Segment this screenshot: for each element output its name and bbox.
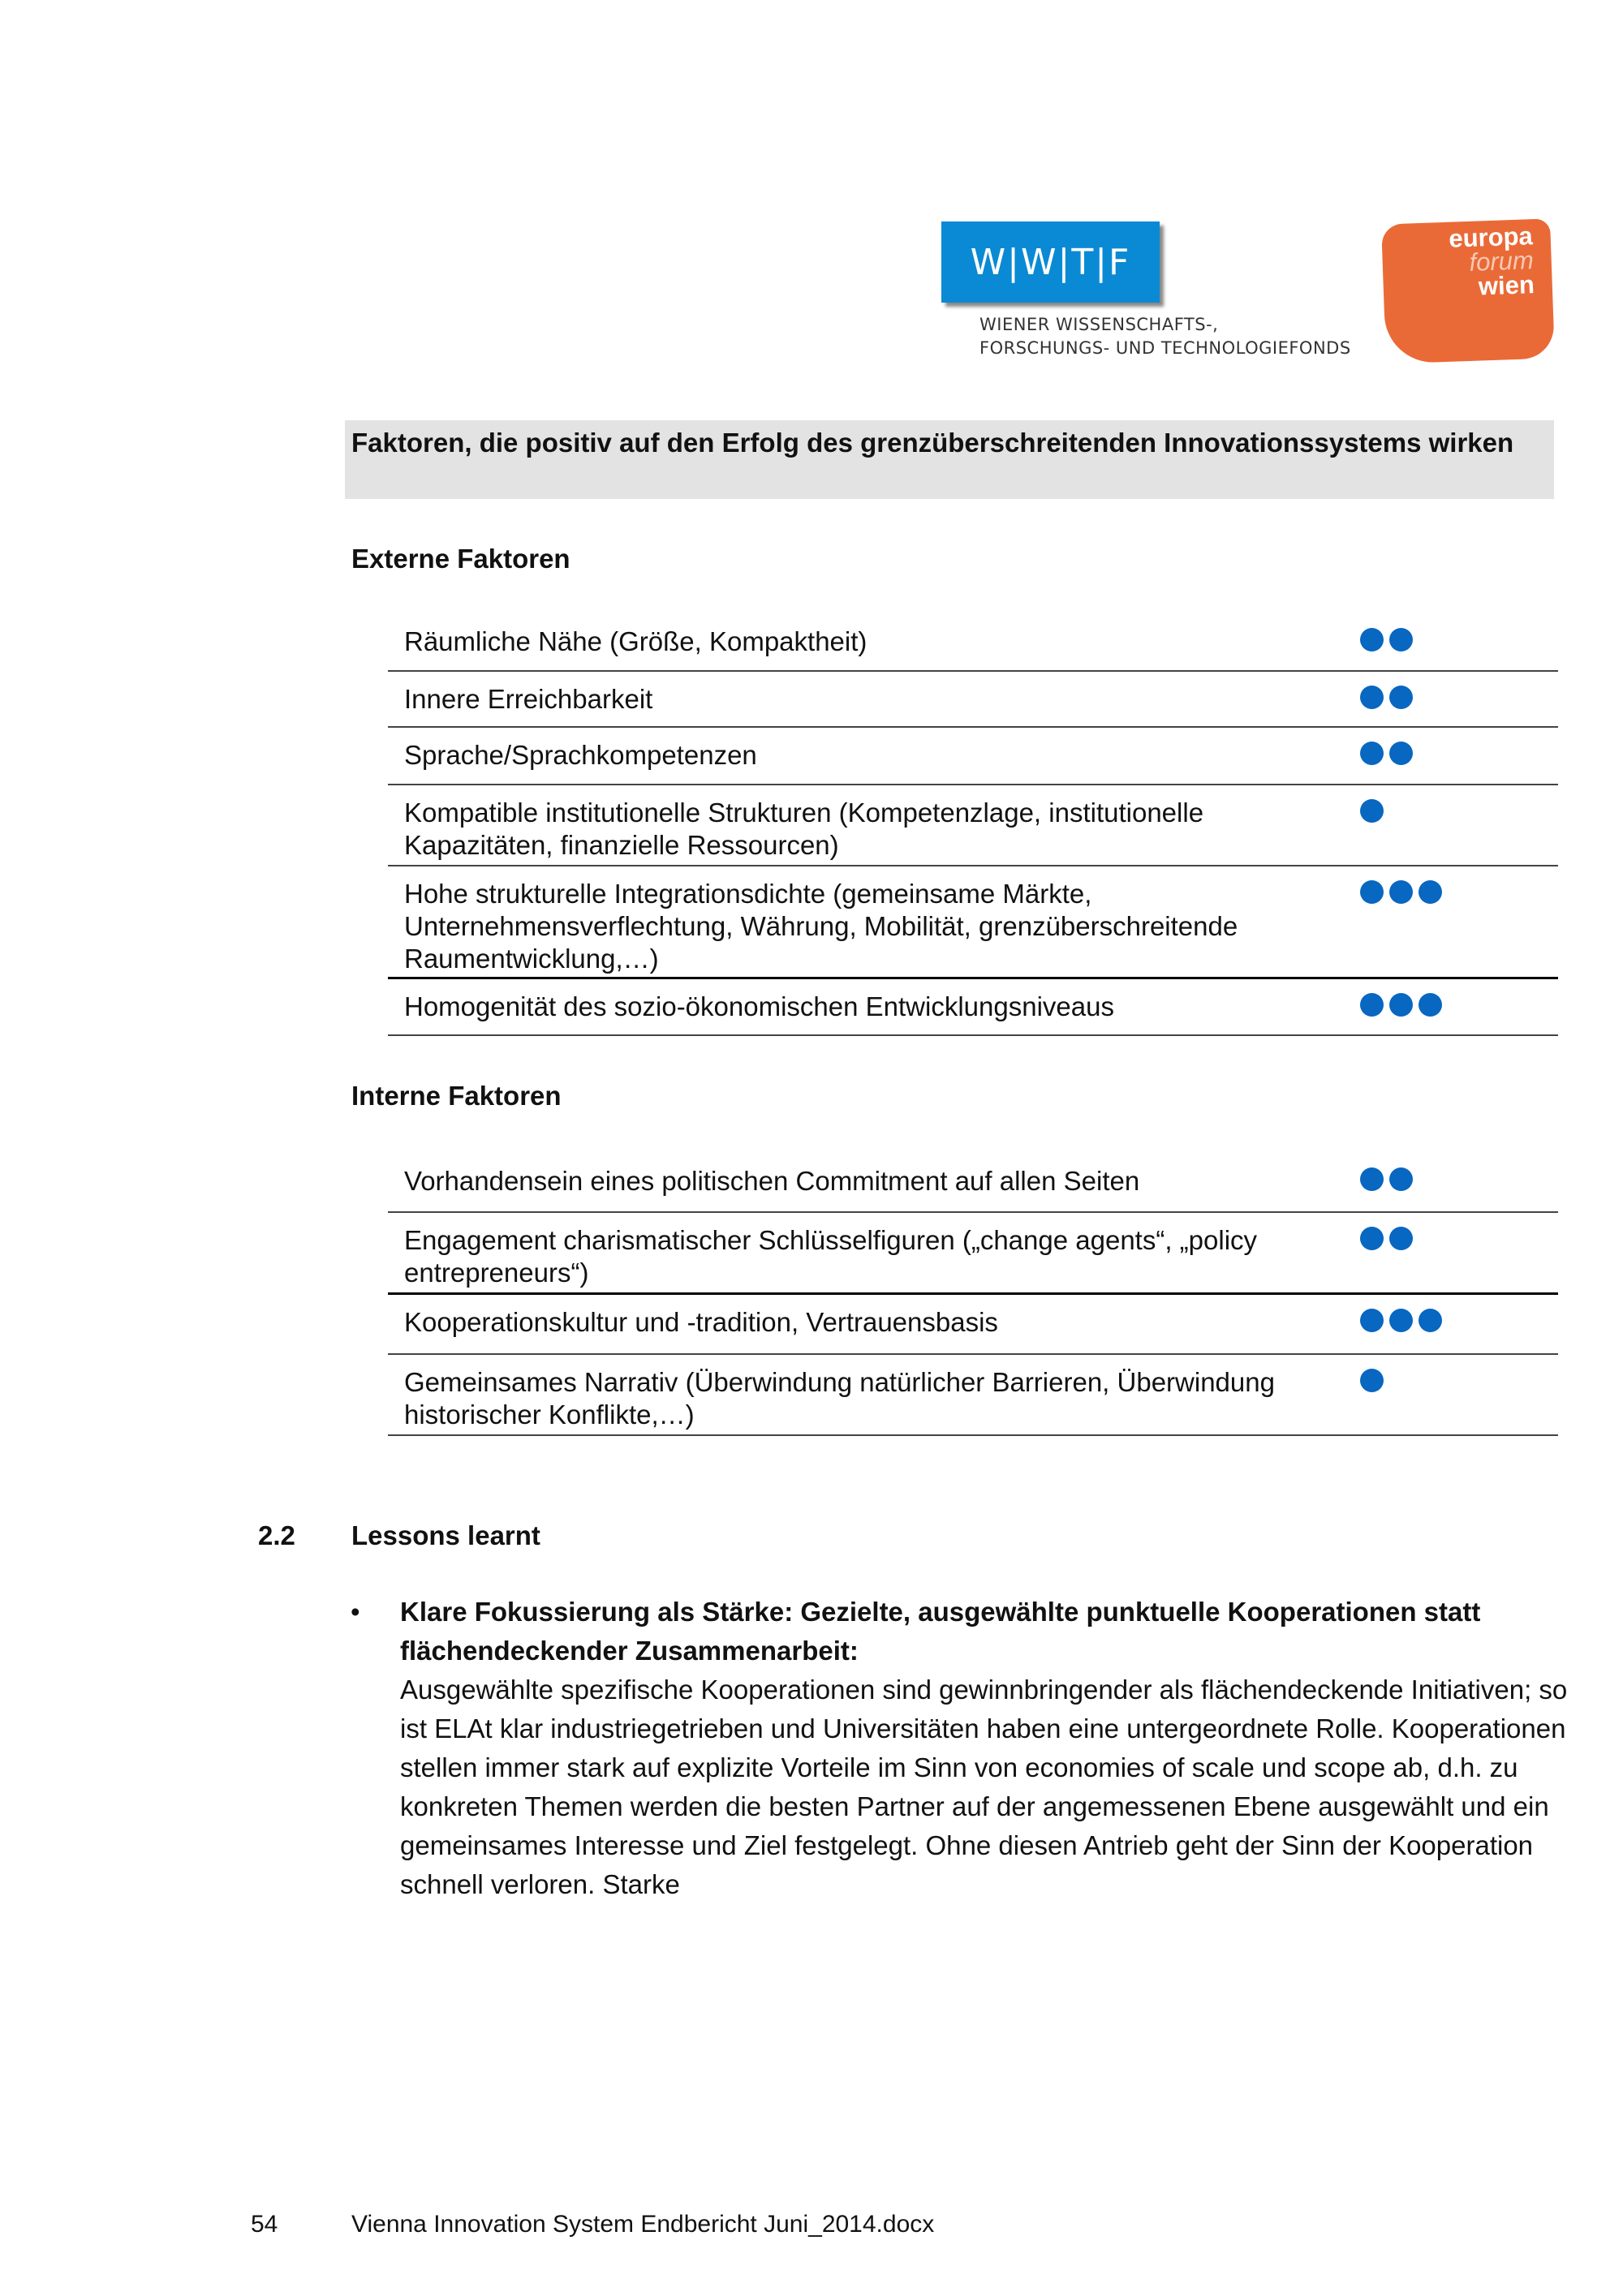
factor-label: Hohe strukturelle Integrationsdichte (gemeinsame Märkte, Unternehmensverflechtung, Währung, Mobilität, grenzüberschreitende Raumentwicklung,…) xyxy=(404,879,1238,974)
rating-dot-icon xyxy=(1360,799,1384,823)
rating-dot-icon xyxy=(1389,1227,1413,1250)
rating-dots xyxy=(1360,978,1558,1035)
rating-dot-icon xyxy=(1389,686,1413,709)
bullet-icon: • xyxy=(351,1597,360,1627)
rating-dot-icon xyxy=(1389,1167,1413,1191)
rating-dots xyxy=(1360,785,1558,866)
external-factors-table xyxy=(388,608,1558,1036)
factor-row xyxy=(388,1212,1558,1293)
page-number: 54 xyxy=(251,2211,278,2238)
factor-row xyxy=(388,671,1558,727)
wwtf-logo: W|W|T|F xyxy=(941,221,1160,303)
rating-dots xyxy=(1360,727,1558,785)
rating-dot-icon xyxy=(1360,1369,1384,1392)
rating-dot-icon xyxy=(1360,880,1384,904)
factor-row xyxy=(388,1293,1558,1354)
rating-dot-icon xyxy=(1389,880,1413,904)
rating-dots xyxy=(1360,1212,1558,1293)
lesson-paragraph xyxy=(400,1593,1569,1904)
rating-dot-icon xyxy=(1389,742,1413,765)
factor-row xyxy=(388,978,1558,1035)
europaforum-wien-logo xyxy=(1381,218,1555,363)
table-title-box: Faktoren, die positiv auf den Erfolg des grenzüberschreitenden Innovationssystems wirken xyxy=(345,420,1554,499)
wwtf-subtitle-line: WIENER WISSENSCHAFTS-, xyxy=(979,315,1219,334)
internal-factors-table xyxy=(388,1150,1558,1436)
factor-row xyxy=(388,1354,1558,1435)
rating-dots xyxy=(1360,1293,1558,1354)
rating-dots xyxy=(1360,866,1558,978)
rating-dots xyxy=(1360,608,1558,671)
rating-dot-icon xyxy=(1389,628,1413,651)
factor-row xyxy=(388,866,1558,978)
factor-row xyxy=(388,1150,1558,1212)
factor-row xyxy=(388,608,1558,671)
factor-row xyxy=(388,785,1558,866)
factor-label: Vorhandensein eines politischen Commitment auf allen Seiten xyxy=(404,1166,1140,1196)
rating-dot-icon xyxy=(1360,742,1384,765)
rating-dot-icon xyxy=(1360,1167,1384,1191)
logo-line: europa xyxy=(1448,221,1534,253)
rating-dot-icon xyxy=(1360,1227,1384,1250)
rating-dot-icon xyxy=(1389,993,1413,1017)
factor-label: Engagement charismatischer Schlüsselfiguren („change agents“, „policy entrepreneurs“) xyxy=(404,1225,1258,1288)
lesson-heading: Klare Fokussierung als Stärke: Gezielte, ausgewählte punktuelle Kooperationen statt flächendeckender Zusammenarbeit: xyxy=(400,1597,1481,1666)
wwtf-logo-subtitle xyxy=(979,313,1351,360)
section-title: Lessons learnt xyxy=(351,1520,540,1550)
rating-dot-icon xyxy=(1360,686,1384,709)
factor-label: Räumliche Nähe (Größe, Kompaktheit) xyxy=(404,626,867,656)
rating-dot-icon xyxy=(1419,1309,1442,1332)
factor-label: Kompatible institutionelle Strukturen (Kompetenzlage, institutionelle Kapazitäten, finanzielle Ressourcen) xyxy=(404,798,1204,860)
rating-dot-icon xyxy=(1419,880,1442,904)
factor-label: Homogenität des sozio-ökonomischen Entwicklungsniveaus xyxy=(404,991,1114,1021)
rating-dot-icon xyxy=(1360,628,1384,651)
logo-line: wien xyxy=(1478,270,1535,301)
external-factors-heading: Externe Faktoren xyxy=(351,544,570,574)
rating-dot-icon xyxy=(1389,1309,1413,1332)
factor-label: Kooperationskultur und -tradition, Vertrauensbasis xyxy=(404,1306,998,1337)
rating-dot-icon xyxy=(1360,993,1384,1017)
section-number: 2.2 xyxy=(258,1520,295,1550)
rating-dot-icon xyxy=(1360,1309,1384,1332)
footer-filename: Vienna Innovation System Endbericht Juni_2014.docx xyxy=(351,2211,935,2238)
internal-factors-heading: Interne Faktoren xyxy=(351,1081,562,1111)
rating-dots xyxy=(1360,671,1558,727)
logo-line: forum xyxy=(1468,246,1535,277)
factor-label: Sprache/Sprachkompetenzen xyxy=(404,740,757,770)
rating-dot-icon xyxy=(1419,993,1442,1017)
lesson-text: Ausgewählte spezifische Kooperationen sind gewinnbringender als flächendeckende Initiativen; so ist ELAt klar industriegetrieben und Universitäten haben eine untergeordnete Rolle. Kooperationen stellen immer stark auf explizite Vorteile im Sinn von economies of scale und scope ab, d.h. zu konkreten Themen werden die besten Partner auf der angemessenen Ebene ausgewählt und ein gemeinsames Interesse und Ziel festgelegt. Ohne diesen Antrieb geht der Sinn der Kooperation schnell verloren. Starke xyxy=(400,1675,1568,1899)
factor-label: Gemeinsames Narrativ (Überwindung natürlicher Barrieren, Überwindung historischer Konflikte,…) xyxy=(404,1367,1275,1430)
factor-label: Innere Erreichbarkeit xyxy=(404,684,653,714)
rating-dots xyxy=(1360,1150,1558,1212)
factor-row xyxy=(388,727,1558,785)
wwtf-subtitle-line: FORSCHUNGS- UND TECHNOLOGIEFONDS xyxy=(979,338,1351,358)
rating-dots xyxy=(1360,1354,1558,1435)
